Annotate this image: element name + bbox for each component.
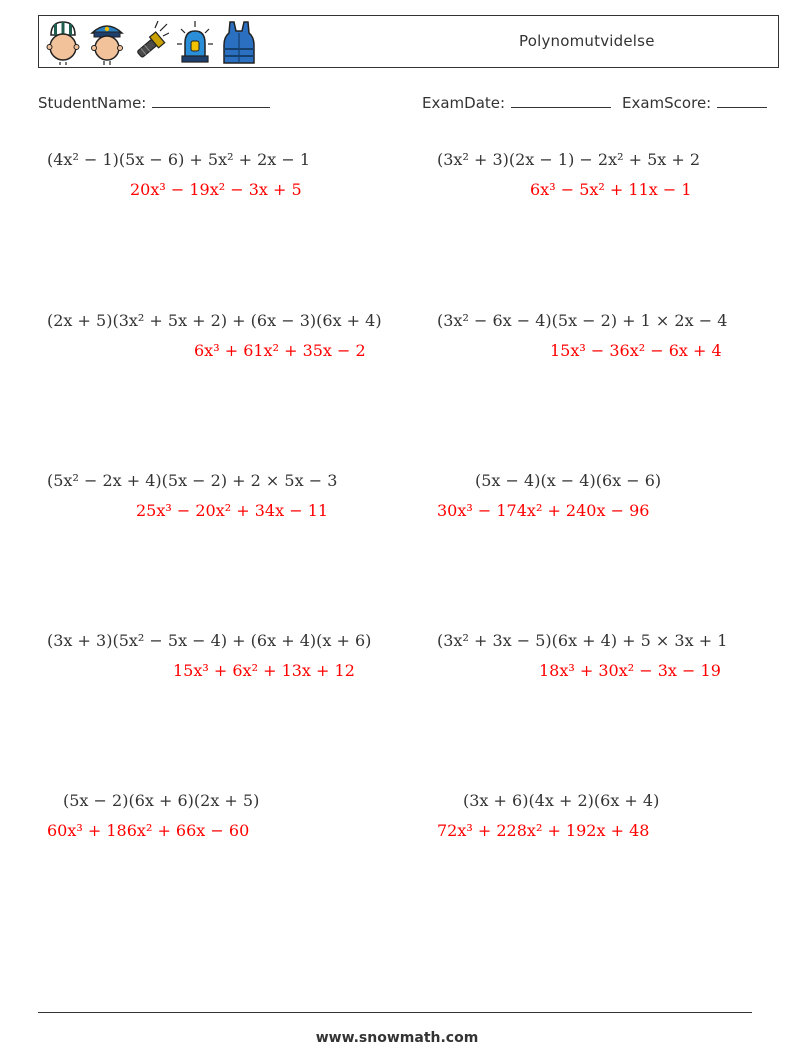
bulletproof-vest-icon <box>221 19 257 65</box>
student-name-field <box>38 94 270 112</box>
footer-divider <box>38 1012 752 1013</box>
problem-7-question: (3x + 3)(5x² − 5x − 4) + (6x + 4)(x + 6) <box>47 631 372 650</box>
flashlight-icon <box>133 19 169 65</box>
worksheet-header <box>38 15 779 68</box>
problem-2-answer: 6x³ − 5x² + 11x − 1 <box>530 180 692 199</box>
exam-date-field <box>422 94 611 112</box>
prisoner-icon <box>45 19 81 65</box>
problem-4-answer: 15x³ − 36x² − 6x + 4 <box>550 341 722 360</box>
header-icons <box>45 19 257 65</box>
student-name-label: StudentName: <box>38 94 147 112</box>
problem-1-answer: 20x³ − 19x² − 3x + 5 <box>130 180 302 199</box>
problem-6-answer: 30x³ − 174x² + 240x − 96 <box>437 501 650 520</box>
problem-8-question: (3x² + 3x − 5)(6x + 4) + 5 × 3x + 1 <box>437 631 728 650</box>
footer-url: www.snowmath.com <box>315 1030 479 1046</box>
problem-7-answer: 15x³ + 6x² + 13x + 12 <box>173 661 355 680</box>
exam-date-label: ExamDate: <box>422 94 506 112</box>
problem-2-question: (3x² + 3)(2x − 1) − 2x² + 5x + 2 <box>437 150 701 169</box>
problem-5-answer: 25x³ − 20x² + 34x − 11 <box>136 501 329 520</box>
problem-5-question: (5x² − 2x + 4)(5x − 2) + 2 × 5x − 3 <box>47 471 338 490</box>
problem-4-question: (3x² − 6x − 4)(5x − 2) + 1 × 2x − 4 <box>437 311 728 330</box>
worksheet-title: Polynomutvidelse <box>519 32 655 50</box>
exam-score-label: ExamScore: <box>622 94 712 112</box>
problem-8-answer: 18x³ + 30x² − 3x − 19 <box>539 661 721 680</box>
problem-6-question: (5x − 4)(x − 4)(6x − 6) <box>475 471 662 490</box>
problem-10-question: (3x + 6)(4x + 2)(6x + 4) <box>463 791 660 810</box>
siren-light-icon <box>177 19 213 65</box>
problem-9-question: (5x − 2)(6x + 6)(2x + 5) <box>63 791 260 810</box>
exam-score-blank[interactable] <box>717 96 767 108</box>
problem-3-question: (2x + 5)(3x² + 5x + 2) + (6x − 3)(6x + 4) <box>47 311 382 330</box>
problem-3-answer: 6x³ + 61x² + 35x − 2 <box>194 341 366 360</box>
exam-score-field <box>622 94 767 112</box>
student-name-blank[interactable] <box>152 96 270 108</box>
problem-10-answer: 72x³ + 228x² + 192x + 48 <box>437 821 650 840</box>
problem-1-question: (4x² − 1)(5x − 6) + 5x² + 2x − 1 <box>47 150 311 169</box>
police-officer-icon <box>89 19 125 65</box>
problem-9-answer: 60x³ + 186x² + 66x − 60 <box>47 821 250 840</box>
exam-date-blank[interactable] <box>511 96 611 108</box>
